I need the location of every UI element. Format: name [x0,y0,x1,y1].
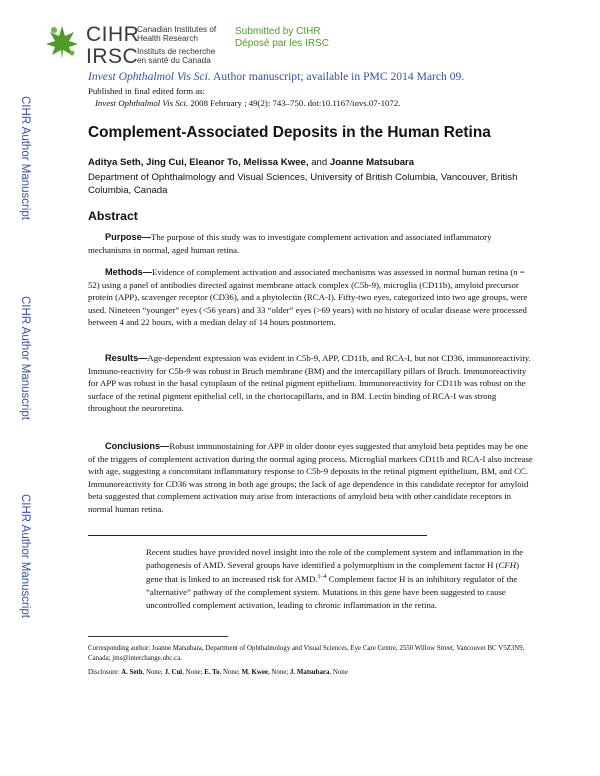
availability-text: Author manuscript; available in PMC 2014 March 09. [210,70,465,83]
published-label: Published in final edited form as: [88,86,206,96]
body-cfh: CFH [498,559,517,570]
authors-main: Aditya Seth, Jing Cui, Eleanor To, Melissa Kwee, [88,157,309,168]
methods-label: Methods— [105,267,152,277]
article-title: Complement-Associated Deposits in the Human Retina [88,124,491,141]
methods-text-1: Evidence of complement activation and associated mechanisms was assessed in normal human retina ( [151,267,514,277]
body-reference[interactable]: 1–4 [317,574,327,581]
abstract-purpose [88,231,536,256]
citation-details: 2008 February ; 49(2): 743–750. doi:10.1167/iovs.07-1072. [188,98,401,108]
disclosure-note [88,668,538,678]
submitted-by-en: Submitted by CIHR [235,26,321,37]
body-text-2: ) gene that is linked to an increased risk for AMD. [146,559,520,585]
authors-last: Joanne Matsubara [329,157,415,168]
disclosure-name-1: A. Seth [121,669,143,676]
disclosure-value-4: , None; [267,669,290,676]
methods-n: n [513,267,518,277]
author-list [88,157,414,168]
logo-cihr: CIHR [86,23,140,46]
disclosure-value-3: , None; [219,669,242,676]
logo-english-name [137,25,217,43]
disclosure-name-4: M. Kwee [241,669,268,676]
authors-and: and [308,157,330,168]
abstract-heading: Abstract [88,209,138,223]
logo-irsc: IRSC [86,45,139,68]
disclosure-name-3: E. To [204,669,220,676]
disclosure-value-1: , None; [142,669,165,676]
disclosure-value-2: , None; [182,669,205,676]
logo-french-name [137,47,217,65]
body-text-1: Recent studies have provided novel insight into the role of the complement system and inflammation in the pathogenesis of AMD. Several groups have identified a polymorphism in the complement factor H ( [146,547,524,570]
abstract-end-underline [88,535,427,536]
abstract-results [88,352,536,415]
corresponding-author-note: Corresponding author: Joanne Matsubara, Department of Ophthalmology and Visual Sciences, Eye Care Centre, 2550 Willow Street, Vancouver BC V5Z3N9, Canada; jms@interchange.ubc.ca. [88,645,525,662]
body-text-3: Complement factor H is an inhibitory regulator of the “alternative” pathway of the complement system. Mutations in this gene have been suggested to cause uncontrolled complement activation, leading to chronic inflammation in the retina. [146,574,518,610]
disclosure-label: Disclosure: [88,669,122,676]
results-label: Results— [105,353,148,363]
sidebar-watermark-3: CIHR Author Manuscript [19,494,31,618]
footnote-divider [88,636,228,637]
cihr-leaf-logo-icon [42,22,82,62]
logo-fr-line1: Instituts de recherche [137,47,216,56]
disclosure-name-2: J. Cui [164,669,183,676]
submitted-by-fr: Déposé par les IRSC [235,38,329,49]
citation-journal: Invest Ophthalmol Vis Sci. [95,98,189,108]
logo-en-line2: Health Research [137,34,198,43]
conclusions-text: Robust immunostaining for APP in older donor eyes suggested that amyloid beta peptides may be one of the triggers of complement activation during the normal aging process. Microglial markers CD11b and RCA-I also increase with age, suggesting a concomitant inflammatory response to C5b-9 deposits in the retinal pigment epithelium, BM, and CC. Immunoreactivity for CD36 was strong in both age groups; the lack of age dependence in this candidate receptor for amyloid beta suggested that complement activation may arise from interactions of amyloid beta with other candidate receptors in normal human retina. [88,441,533,514]
results-text: Age-dependent expression was evident in C5b-9, APP, CD11b, and RCA-I, but not CD36, immunoreactivity. Immuno-reactivity for C5b-9 was robust in Bruch membrane (BM) and the intercapillary pillars of Bruch. Immunoreactivity for APP was robust in the basal cytoplasm of the retinal pigment epithelium. Immunoreactivity for CD11b was robust on the surface of the retinal pigment epithelial cell, in the choriocapillaris, and in BM. Lectin binding of RCA-I was strong throughout the neuroretina. [88,353,531,414]
disclosure-name-5: J. Matsubara [289,669,330,676]
conclusions-label: Conclusions— [105,441,170,451]
logo-fr-line2: en santé du Canada [137,56,211,65]
logo-en-line1: Canadian Institutes of [137,25,217,34]
methods-text-2: = 52) using a panel of antibodies directed against membrane attack complex (C5b-9), microglia (CD11b), amyloid precursor protein (APP), scavenger receptor (CD36), and a phytolectin (RCA-I). Fifty-two eyes, categorized into two age groups, were used. Nineteen “younger” eyes (<56 years) and 33 “older” eyes (>69 years) with no history of ocular disease were processed between 4 and 22 hours, with a median delay of 14 hours postmortem. [88,267,528,328]
purpose-text: The purpose of this study was to investigate complement activation and associated inflammatory mechanisms in normal, aged human retina. [88,232,492,255]
affiliation: Department of Ophthalmology and Visual Sciences, University of British Columbia, Vancouver, British Columbia, Canada [88,172,518,196]
abstract-methods [88,266,536,329]
journal-availability-line[interactable] [88,70,464,83]
disclosure-value-5: , None [329,669,348,676]
journal-abbrev: Invest Ophthalmol Vis Sci. [88,70,211,83]
sidebar-watermark-1: CIHR Author Manuscript [19,96,31,220]
body-intro-paragraph [146,546,536,611]
citation-line [95,98,400,108]
purpose-label: Purpose— [105,232,151,242]
sidebar-watermark-2: CIHR Author Manuscript [19,296,31,420]
abstract-conclusions [88,440,536,516]
